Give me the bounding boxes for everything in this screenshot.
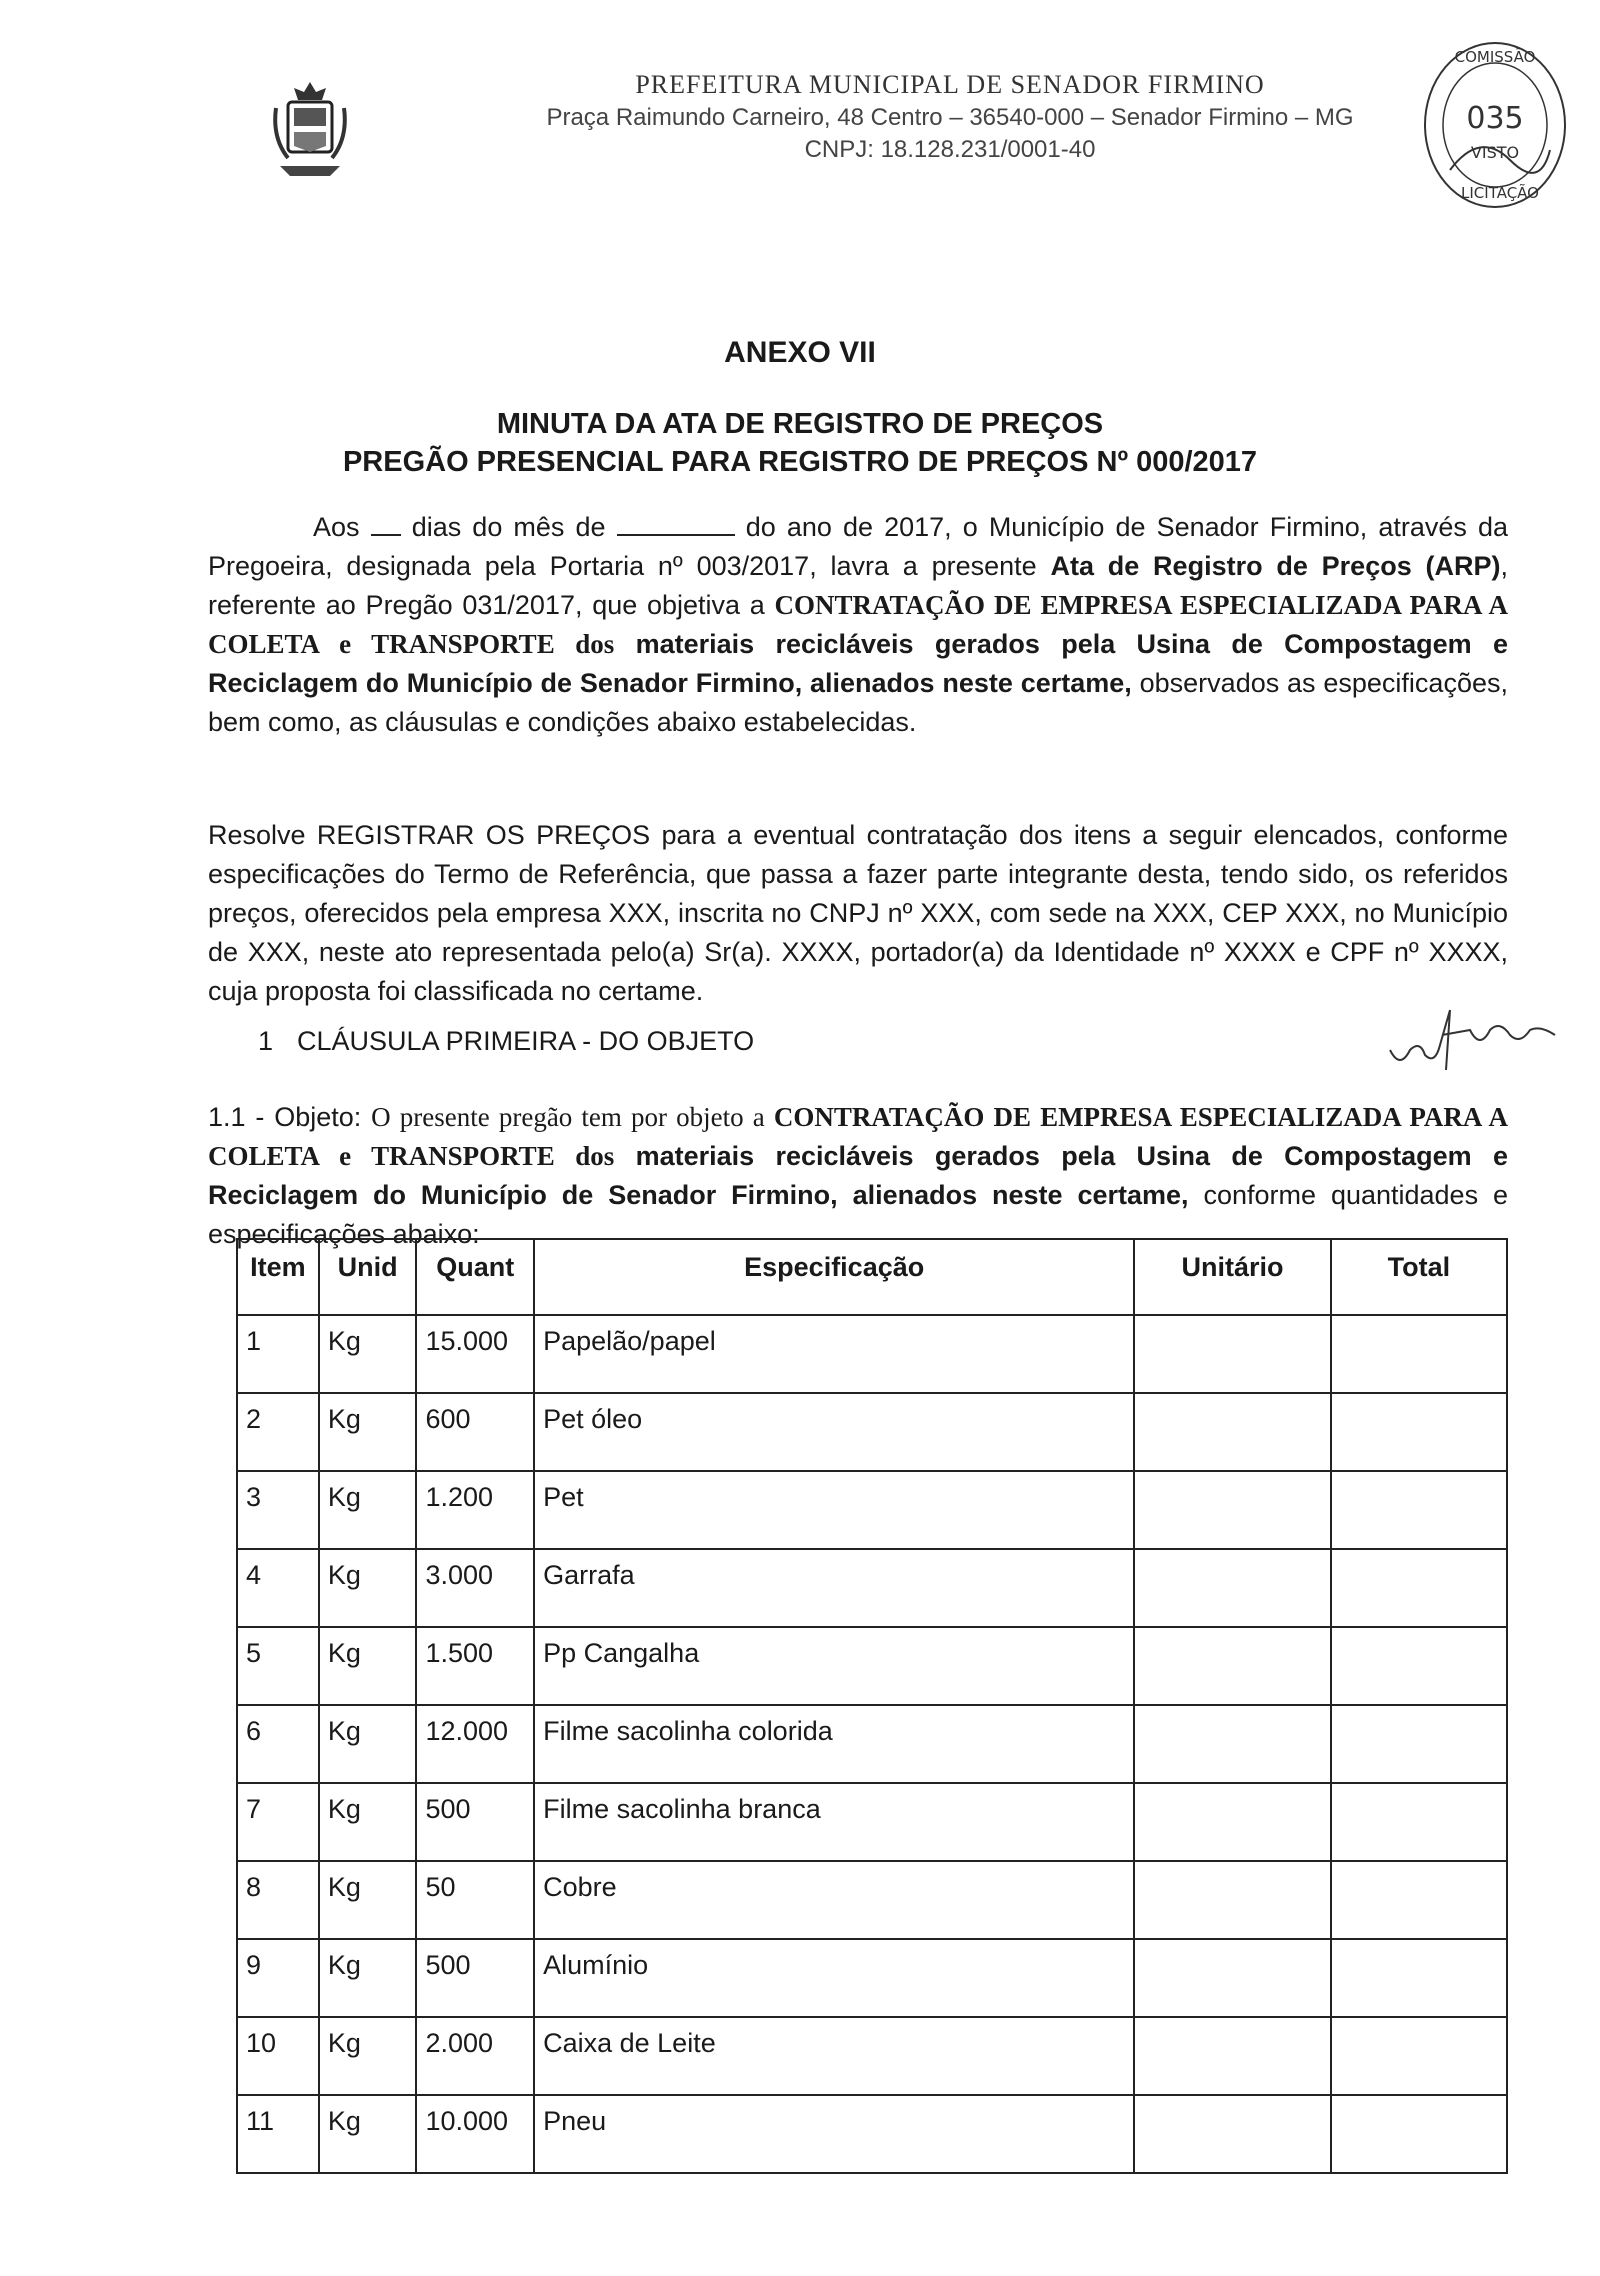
commission-stamp xyxy=(1420,30,1570,220)
month-blank xyxy=(617,510,735,536)
cell-unit-price xyxy=(1134,1861,1331,1939)
cell-total xyxy=(1331,1549,1507,1627)
cell-unid: Kg xyxy=(319,2017,417,2095)
p1-object-serif: CONTRATAÇÃO DE EMPRESA ESPECIALIZADA PARA A COLETA e TRANSPORTE dos xyxy=(208,590,1508,659)
header-quant: Quant xyxy=(416,1239,534,1315)
p1-text-e: observados as especificações, bem como, as cláusulas e condições abaixo estabelecidas. xyxy=(208,668,1508,737)
cell-unid: Kg xyxy=(319,1783,417,1861)
p1-text-c: do ano de 2017, o Município de Senador Firmino, através da Pregoeira, designada pela Portaria nº 003/2017, lavra a presente xyxy=(208,512,1508,581)
cell-spec: Garrafa xyxy=(534,1549,1134,1627)
cell-unit-price xyxy=(1134,1549,1331,1627)
table-row xyxy=(237,1393,1507,1471)
cell-total xyxy=(1331,1939,1507,2017)
p3-text-b: conforme quantidades e especificações abaixo: xyxy=(208,1180,1509,1249)
object-paragraph xyxy=(208,1098,1508,1254)
cell-spec: Caixa de Leite xyxy=(534,2017,1134,2095)
table-row xyxy=(237,2017,1507,2095)
organization-cnpj: CNPJ: 18.128.231/0001-40 xyxy=(804,136,1096,163)
cell-spec: Filme sacolinha colorida xyxy=(534,1705,1134,1783)
cell-unid: Kg xyxy=(319,1939,417,2017)
cell-quant: 500 xyxy=(416,1939,534,2017)
table-header-row xyxy=(237,1239,1507,1315)
cell-total xyxy=(1331,1783,1507,1861)
cell-item: 1 xyxy=(237,1315,319,1393)
cell-unit-price xyxy=(1134,1315,1331,1393)
cell-total xyxy=(1331,1315,1507,1393)
cell-unid: Kg xyxy=(319,1627,417,1705)
cell-quant: 2.000 xyxy=(416,2017,534,2095)
cell-unid: Kg xyxy=(319,2095,417,2173)
cell-quant: 600 xyxy=(416,1393,534,1471)
cell-item: 11 xyxy=(237,2095,319,2173)
cell-quant: 12.000 xyxy=(416,1705,534,1783)
cell-item: 6 xyxy=(237,1705,319,1783)
p1-bold-materials: materiais recicláveis gerados pela Usina de Compostagem e Reciclagem do Município de Senador Firmino, alienados neste certame, xyxy=(208,629,1508,698)
document-subtitle: PREGÃO PRESENCIAL PARA REGISTRO DE PREÇOS Nº 000/2017 xyxy=(342,446,1258,478)
p3-object-serif: CONTRATAÇÃO DE EMPRESA ESPECIALIZADA PARA A COLETA e TRANSPORTE dos xyxy=(208,1102,1508,1171)
table-row xyxy=(237,1315,1507,1393)
cell-total xyxy=(1331,1471,1507,1549)
cell-unit-price xyxy=(1134,1939,1331,2017)
table-row xyxy=(237,1471,1507,1549)
cell-unit-price xyxy=(1134,1627,1331,1705)
cell-unit-price xyxy=(1134,2017,1331,2095)
cell-total xyxy=(1331,2017,1507,2095)
letterhead xyxy=(480,70,1420,164)
table-row xyxy=(237,1705,1507,1783)
cell-unit-price xyxy=(1134,1471,1331,1549)
cell-spec: Pet óleo xyxy=(534,1393,1134,1471)
municipal-crest-icon xyxy=(270,78,350,188)
header-total: Total xyxy=(1331,1239,1507,1315)
intro-paragraph xyxy=(208,508,1508,742)
p3-bold-materials: materiais recicláveis gerados pela Usina de Compostagem e Reciclagem do Município de Senador Firmino, alienados neste certame, xyxy=(208,1141,1508,1210)
cell-unid: Kg xyxy=(319,1549,417,1627)
header-unid: Unid xyxy=(319,1239,417,1315)
cell-total xyxy=(1331,1861,1507,1939)
cell-item: 9 xyxy=(237,1939,319,2017)
clause-one-heading xyxy=(258,1026,754,1057)
cell-item: 8 xyxy=(237,1861,319,1939)
stamp-number: 035 xyxy=(1466,101,1524,136)
cell-item: 3 xyxy=(237,1471,319,1549)
p3-text-a: 1.1 - Objeto: xyxy=(208,1102,372,1132)
cell-total xyxy=(1331,1393,1507,1471)
cell-quant: 10.000 xyxy=(416,2095,534,2173)
cell-unit-price xyxy=(1134,1393,1331,1471)
table-row xyxy=(237,1627,1507,1705)
document-title: MINUTA DA ATA DE REGISTRO DE PREÇOS xyxy=(496,408,1104,440)
cell-spec: Cobre xyxy=(534,1861,1134,1939)
cell-item: 7 xyxy=(237,1783,319,1861)
cell-quant: 15.000 xyxy=(416,1315,534,1393)
annex-title: ANEXO VII xyxy=(724,336,876,369)
cell-unid: Kg xyxy=(319,1315,417,1393)
p3-text-serif: O presente pregão tem por objeto a xyxy=(371,1102,774,1132)
items-table xyxy=(236,1238,1508,2174)
cell-spec: Filme sacolinha branca xyxy=(534,1783,1134,1861)
cell-quant: 500 xyxy=(416,1783,534,1861)
p1-text-a: Aos xyxy=(313,512,371,542)
cell-spec: Papelão/papel xyxy=(534,1315,1134,1393)
clause-title: CLÁUSULA PRIMEIRA - DO OBJETO xyxy=(297,1026,755,1056)
header-unit-price: Unitário xyxy=(1134,1239,1331,1315)
handwritten-signature xyxy=(1380,990,1560,1080)
table-row xyxy=(237,1783,1507,1861)
cell-unid: Kg xyxy=(319,1705,417,1783)
cell-spec: Pet xyxy=(534,1471,1134,1549)
cell-item: 4 xyxy=(237,1549,319,1627)
cell-total xyxy=(1331,1705,1507,1783)
cell-spec: Pp Cangalha xyxy=(534,1627,1134,1705)
cell-unit-price xyxy=(1134,2095,1331,2173)
cell-quant: 3.000 xyxy=(416,1549,534,1627)
cell-quant: 1.200 xyxy=(416,1471,534,1549)
stamp-bottom-text: LICITAÇÃO xyxy=(1461,184,1539,202)
clause-number: 1 xyxy=(258,1026,274,1056)
cell-item: 5 xyxy=(237,1627,319,1705)
cell-spec: Pneu xyxy=(534,2095,1134,2173)
header-spec: Especificação xyxy=(534,1239,1134,1315)
cell-quant: 50 xyxy=(416,1861,534,1939)
p1-bold-arp: Ata de Registro de Preços (ARP) xyxy=(1050,551,1501,581)
table-row xyxy=(237,1549,1507,1627)
cell-unit-price xyxy=(1134,1705,1331,1783)
stamp-top-text: COMISSÃO xyxy=(1454,48,1536,66)
cell-unid: Kg xyxy=(319,1471,417,1549)
cell-quant: 1.500 xyxy=(416,1627,534,1705)
table-row xyxy=(237,2095,1507,2173)
stamp-middle-text: VISTO xyxy=(1470,143,1520,162)
cell-unid: Kg xyxy=(319,1393,417,1471)
day-blank xyxy=(371,510,401,536)
cell-total xyxy=(1331,2095,1507,2173)
table-row xyxy=(237,1939,1507,2017)
cell-unit-price xyxy=(1134,1783,1331,1861)
cell-spec: Alumínio xyxy=(534,1939,1134,2017)
register-prices-paragraph: Resolve REGISTRAR OS PREÇOS para a eventual contratação dos itens a seguir elencados, conforme especificações do Termo de Referência, que passa a fazer parte integrante desta, tendo sido, os referidos preços, oferecidos pela empresa XXX, inscrita no CNPJ nº XXX, com sede na XXX, CEP XXX, no Município de XXX, neste ato representada pelo(a) Sr(a). XXXX, portador(a) da Identidade nº XXXX e CPF nº XXXX, cuja proposta foi classificada no certame. xyxy=(208,820,1508,1006)
p1-text-d: , referente ao Pregão 031/2017, que objetiva a xyxy=(208,551,1509,620)
cell-total xyxy=(1331,1627,1507,1705)
header-item: Item xyxy=(237,1239,319,1315)
table-row xyxy=(237,1861,1507,1939)
cell-item: 10 xyxy=(237,2017,319,2095)
cell-unid: Kg xyxy=(319,1861,417,1939)
organization-name: PREFEITURA MUNICIPAL DE SENADOR FIRMINO xyxy=(635,70,1265,99)
cell-item: 2 xyxy=(237,1393,319,1471)
organization-address: Praça Raimundo Carneiro, 48 Centro – 36540-000 – Senador Firmino – MG xyxy=(546,104,1354,131)
p1-text-b: dias do mês de xyxy=(400,512,617,542)
